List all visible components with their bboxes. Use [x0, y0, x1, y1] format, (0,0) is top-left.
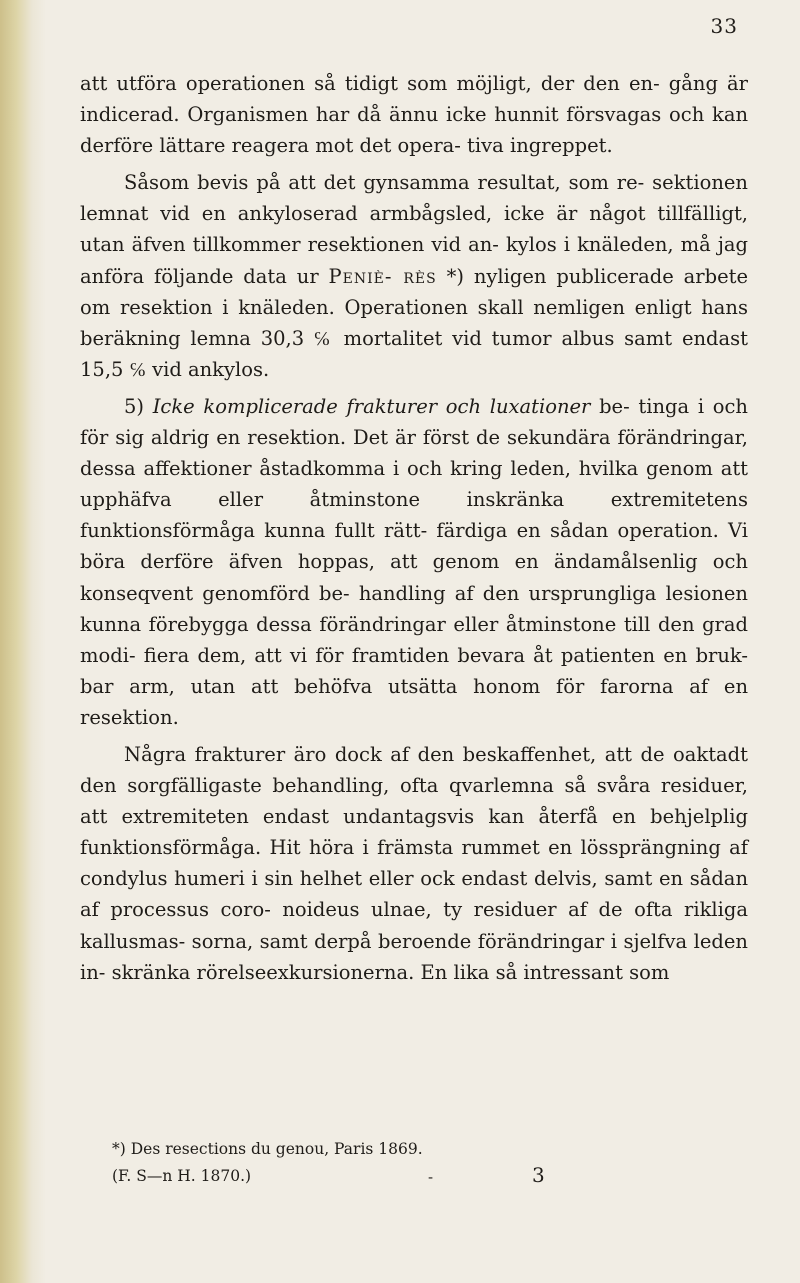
paragraph-2-text-a: Såsom bevis på att det gynsamma resultat, som re- sektionen lemnat vid en ankyloserad armbågsled, icke är något tillfälligt, utan äfven tillkommer resektionen vid an- kylos i knäleden, må jag anföra följande data ur — [80, 171, 748, 288]
page-edge-shadow — [0, 0, 46, 1283]
paragraph-3-text: be- tinga i och för sig aldrig en resektion. Det är först de sekundära förändringar, dessa affektioner åstadkomma i och kring leden, hvilka genom att upphäfva eller åtminstone inskränka extremitetens funktionsförmåga kunna fullt rätt- färdiga en sådan operation. Vi böra derföre äfven hoppas, att genom en ändamålsenlig och konseqvent genomförd be- handling af den ursprungliga lesionen kunna förebygga dessa förändringar eller åtminstone till den grad modi- fiera dem, att vi för framtiden bevara åt patienten en bruk- bar arm, utan att behöfva utsätta honom för farorna af en resektion. — [80, 394, 748, 729]
body-text — [80, 68, 748, 988]
paragraph-3 — [80, 391, 748, 733]
printer-signature-mark: 3 — [532, 1163, 545, 1187]
footnotes — [112, 1136, 512, 1190]
paragraph-2 — [80, 167, 748, 385]
section-number: 5) — [124, 394, 153, 418]
paragraph-1: att utföra operationen så tidigt som möjligt, der den en- gång är indicerad. Organismen har då ännu icke hunnit försvagas och kan derföre lättare reagera mot det opera- tiva ingreppet. — [80, 72, 748, 158]
paragraph-4: Några frakturer äro dock af den beskaffenhet, att de oaktadt den sorgfälligaste behandling, ofta qvarlemna så svåra residuer, att extremiteten endast undantagsvis kan återfå en behjelplig funktionsförmåga. Hit höra i främsta rummet en lössprängning af condylus humeri i sin helhet eller ock endast delvis, samt en sådan af processus coro- noideus ulnae, ty residuer af de ofta rikliga kallusmas- sorna, samt derpå beroende förändringar i sjelfva leden in- skränka rörelseexkursionerna. En lika så intressant som — [80, 742, 748, 984]
section-heading: Icke komplicerade frakturer och luxationer — [152, 394, 591, 418]
footnote-translator: (F. S—n H. 1870.) — [112, 1167, 252, 1185]
page-number: 33 — [710, 14, 738, 38]
author-name-penieres: Peniè- rès — [328, 264, 437, 288]
footnote-citation: *) Des resections du genou, Paris 1869. — [112, 1140, 423, 1158]
paragraph-2-text-b: *) nyligen publicerade arbete om resektion i knäleden. Operationen skall nemligen enligt hans beräkning lemna 30,3 ℅ mortalitet vid tumor albus samt endast 15,5 ℅ vid ankylos. — [80, 264, 749, 381]
dash-mark: - — [428, 1168, 434, 1186]
